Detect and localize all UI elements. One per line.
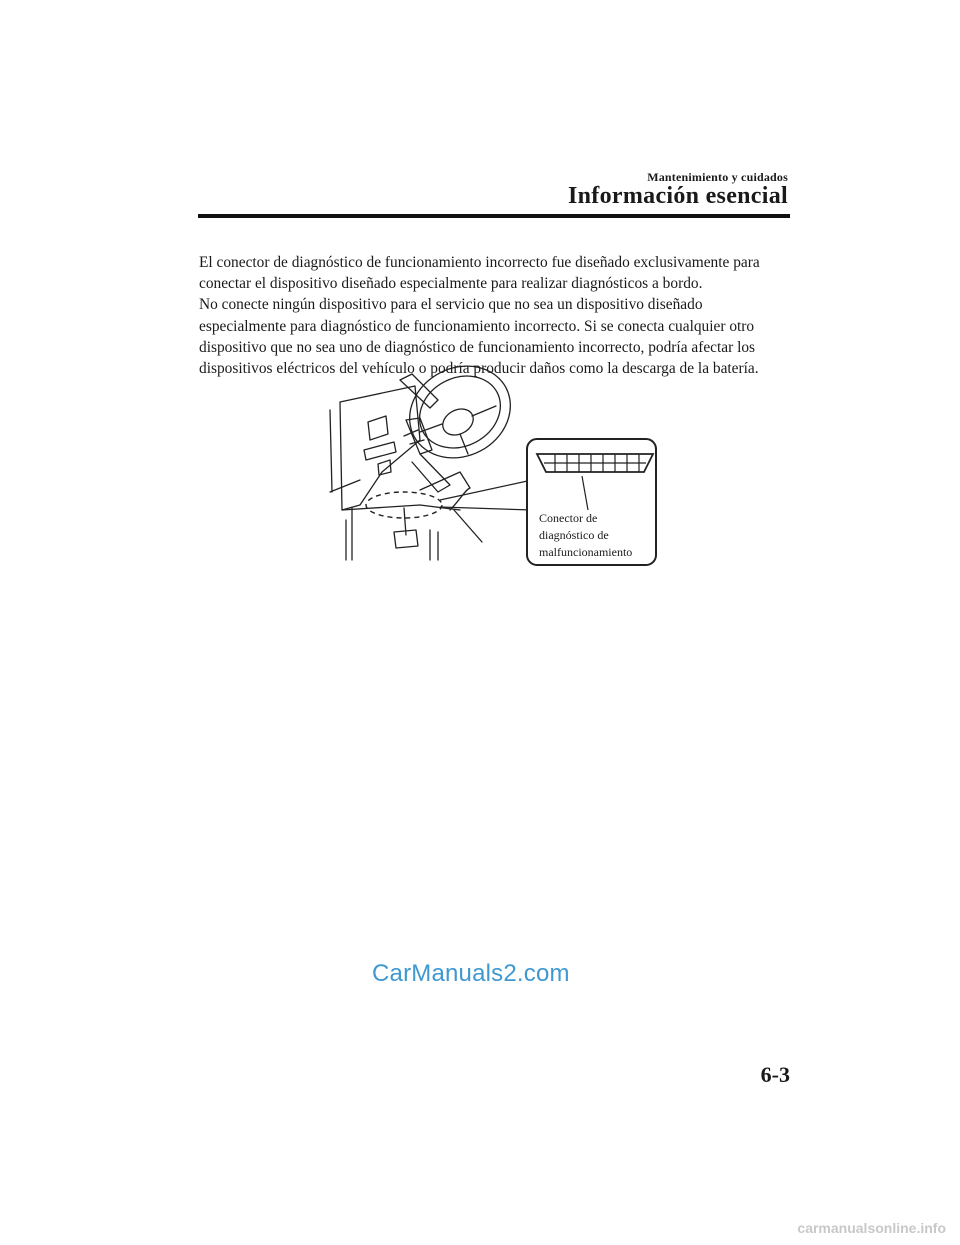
callout-line: malfuncionamiento: [539, 545, 633, 559]
diagnostic-connector-figure: [320, 360, 665, 575]
body-line: dispositivo que no sea uno de diagnóstico de funcionamiento incorrecto, podría afectar los: [199, 338, 756, 356]
callout-line: Conector de: [539, 511, 598, 525]
body-line: dispositivos eléctricos del vehículo o podría producir daños como la descarga de la batería.: [199, 360, 759, 378]
footer-site-watermark: carmanualsonline.info: [797, 1220, 946, 1236]
body-line: especialmente para diagnóstico de funcionamiento incorrecto. Si se conecta cualquier otro: [199, 317, 755, 335]
page-title: Información esencial: [568, 183, 788, 209]
connector-callout-label: [539, 510, 659, 561]
body-line: No conecte ningún dispositivo para el servicio que no sea un dispositivo diseñado: [199, 296, 703, 314]
callout-line: diagnóstico de: [539, 528, 609, 542]
watermark-link[interactable]: CarManuals2.com: [372, 960, 570, 987]
body-line: El conector de diagnóstico de funcionamiento incorrecto fue diseñado exclusivamente para: [199, 254, 760, 271]
title-rule: [198, 214, 790, 218]
page-number: 6-3: [760, 1062, 790, 1087]
section-label: Mantenimiento y cuidados: [647, 170, 788, 184]
diagnostic-connector-icon: [537, 454, 653, 472]
body-line: conectar el dispositivo diseñado especialmente para realizar diagnósticos a bordo.: [199, 275, 703, 293]
